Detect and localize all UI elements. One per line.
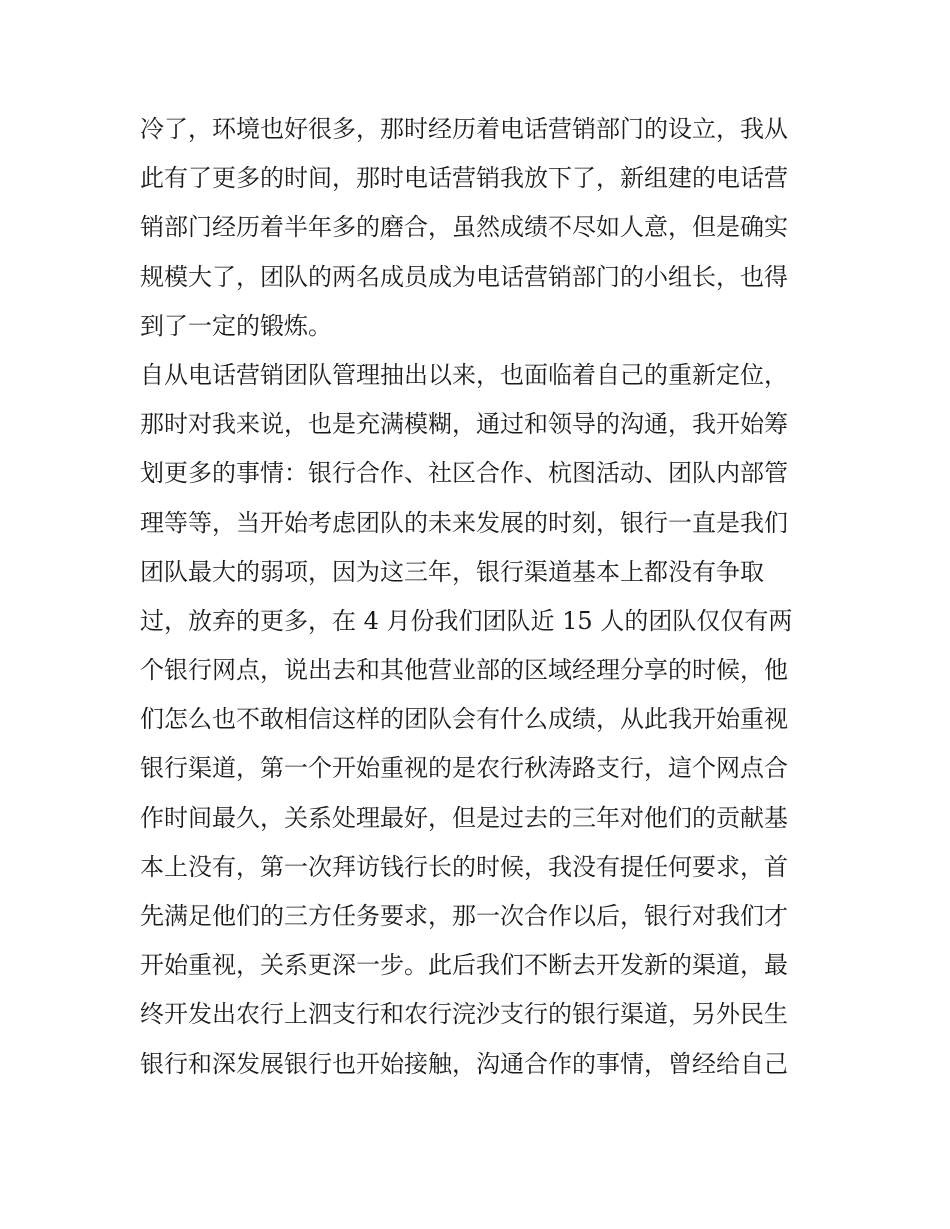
text-line: 团队最大的弱项，因为这三年，银行渠道基本上都没有争取 [140, 557, 764, 586]
text-line: 规模大了，团队的两名成员成为电话营销部门的小组长，也得 [140, 262, 788, 291]
text-line: 自从电话营销团队管理抽出以来，也面临着自己的重新定位， [140, 360, 788, 389]
text-line: 银行渠道，第一个开始重视的是农行秋涛路支行，這个网点合 [140, 754, 788, 783]
text-line: 到了一定的锻炼。 [140, 311, 332, 340]
text-line: 银行和深发展银行也开始接触，沟通合作的事情，曾经给自己 [140, 1049, 788, 1078]
text-line: 那时对我来说，也是充满模糊，通过和领导的沟通，我开始筹 [140, 410, 788, 439]
text-line: 终开发出农行上泗支行和农行浣沙支行的银行渠道，另外民生 [140, 1000, 788, 1029]
text-line: 理等等，当开始考虑团队的未来发展的时刻，银行一直是我们 [140, 508, 788, 537]
text-line: 作时间最久，关系处理最好，但是过去的三年对他们的贡献基 [140, 803, 788, 832]
text-line: 开始重视，关系更深一步。此后我们不断去开发新的渠道，最 [140, 951, 788, 980]
text-line: 销部门经历着半年多的磨合，虽然成绩不尽如人意，但是确实 [140, 213, 788, 242]
text-line: 先满足他们的三方任务要求，那一次合作以后，银行对我们才 [140, 902, 788, 930]
text-line: 本上没有，第一次拜访钱行长的时候，我没有提任何要求，首 [140, 852, 788, 881]
text-line: 冷了，环境也好很多，那时经历着电话营销部门的设立，我从 [140, 115, 788, 143]
text-line: 们怎么也不敢相信这样的团队会有什么成绩，从此我开始重视 [140, 705, 788, 734]
text-line: 划更多的事情：银行合作、社区合作、杭图活动、团队内部管 [140, 459, 788, 488]
text-line: 过，放弃的更多，在 4 月份我们团队近 15 人的团队仅仅有两 [140, 606, 793, 635]
text-line: 个银行网点，说出去和其他营业部的区域经理分享的时候，他 [140, 656, 788, 685]
text-line: 此有了更多的时间，那时电话营销我放下了，新组建的电话营 [140, 164, 788, 193]
document-body-text [140, 105, 820, 1089]
